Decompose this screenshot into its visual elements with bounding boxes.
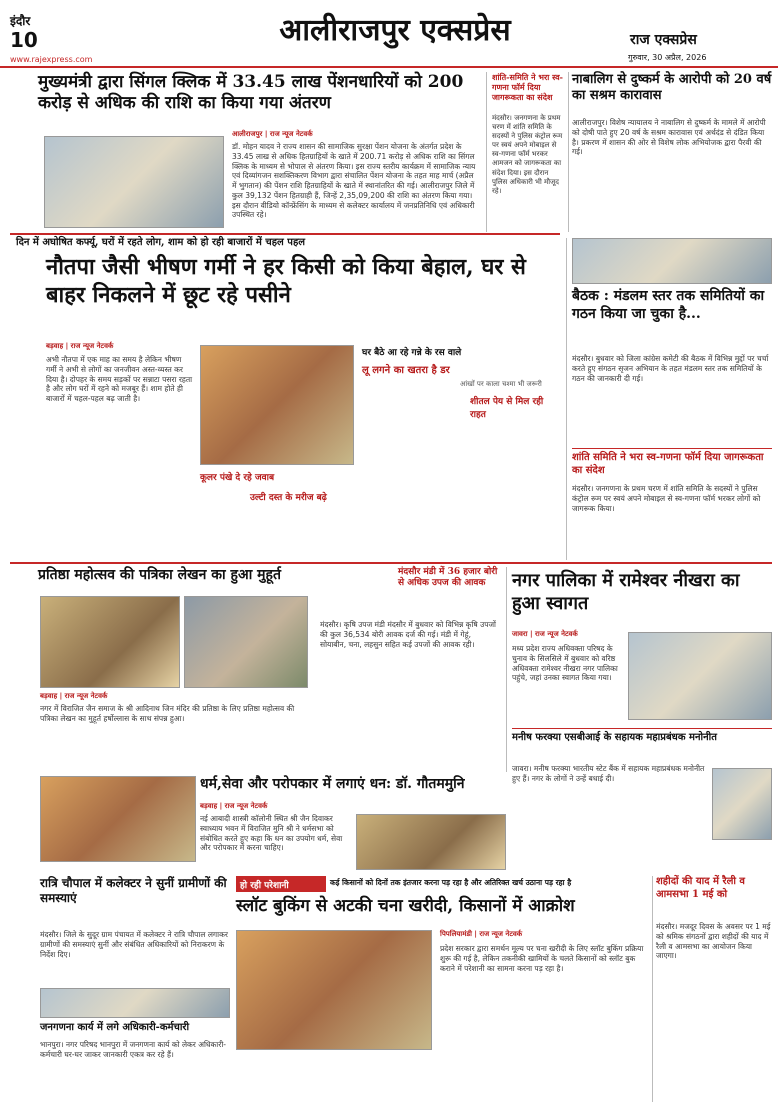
dharm-photo-2 xyxy=(356,814,506,870)
heat-subhead-vomiting: उल्टी दस्त के मरीज बढ़े xyxy=(250,493,327,503)
heat-headline: नौतपा जैसी भीषण गर्मी ने हर किसी को किया बेहाल, घर से बाहर निकलने में छूट रहे पसीने xyxy=(46,254,526,308)
chaupal-body: मंदसौर। जिले के सुदूर ग्राम पंचायत में कलेक्टर ने रात्रि चौपाल लगाकर ग्रामीणों की समस्याएं सुनीं और संबंधित अधिकारियों को निराकरण के निर्देश दिए। xyxy=(40,930,228,959)
chaupal-photo xyxy=(40,988,230,1018)
heat-byline: बड़वाह | राज न्यूज नेटवर्क xyxy=(46,342,114,350)
heat-subhead-sugarcane: घर बैठे आ रहे गन्ने के रस वाले xyxy=(362,348,462,358)
pareshani-headline: स्लॉट बुकिंग से अटकी चना खरीदी, किसानों में आक्रोश xyxy=(236,896,575,916)
pratishtha-byline: बड़वाह | राज न्यूज नेटवर्क xyxy=(40,692,108,700)
heat-photo-market xyxy=(200,345,354,465)
heat-subhead-cooler: कूलर पंखे दे रहे जवाब xyxy=(200,473,275,483)
mandi-headline: मंदसौर मंडी में 36 हजार बोरी से अधिक उपज की आवक xyxy=(398,567,498,589)
shanti2-headline: शांति समिति ने भरा स्व-गणना फॉर्म दिया जागरूकता का संदेश xyxy=(572,452,764,476)
nagarpalika-byline: जावरा | राज न्यूज नेटवर्क xyxy=(512,630,578,638)
pratishtha-photo-2 xyxy=(184,596,308,688)
mandi-body: मंदसौर। कृषि उपज मंडी मंदसौर में बुधवार को विभिन्न कृषि उपजों की कुल 36,534 बोरी आवक दर्ज की गई। मंडी में गेहूं, सोयाबीन, चना, लहसुन सहित कई उपजों की आवक रही। xyxy=(320,620,496,649)
pratishtha-headline: प्रतिष्ठा महोत्सव की पत्रिका लेखन का हुआ मुहूर्त xyxy=(38,567,281,583)
masthead xyxy=(0,0,778,68)
curfew-banner: दिन में अघोषित कर्फ्यू, घरों में रहते लोग, शाम को हो रही बाजारों में चहल पहल xyxy=(16,237,306,248)
edition-city: इंदौर xyxy=(10,14,31,28)
nagarpalika-photo xyxy=(628,632,772,720)
dharm-byline: बड़वाह | राज न्यूज नेटवर्क xyxy=(200,802,268,810)
dharm-headline: धर्म,सेवा और परोपकार में लगाएं धन: डॉ. गौतममुनि xyxy=(200,776,465,792)
pareshani-tag: हो रही परेशानी xyxy=(236,876,326,892)
baithak-body: मंदसौर। बुधवार को जिला कांग्रेस कमेटी की बैठक में विभिन्न मुद्दों पर चर्चा करते हुए संगठन सृजन अभियान के तहत मंडलम स्तर तक समितियों के गठन की जानकारी दी गई। xyxy=(572,354,769,383)
heat-photo-caption: आंखों पर काला चश्मा भी जरूरी xyxy=(460,380,542,388)
brand-logo: राज एक्सप्रेस xyxy=(630,32,697,48)
nagarpalika-headline: नगर पालिका में रामेश्वर नीखरा का हुआ स्वागत xyxy=(512,570,740,614)
nagarpalika-body: मध्य प्रदेश राज्य अधिवक्ता परिषद के चुनाव के सिलसिले में बुधवार को वरिष्ठ अधिवक्ता रामेश्वर नीखरा नगर पालिका पहुंचे, जहां उनका स्वागत किया गया। xyxy=(512,644,618,683)
pareshani-banner: कई किसानों को दिनों तक इंतजार करना पड़ रहा है और अतिरिक्त खर्च उठाना पड़ रहा है xyxy=(330,878,572,887)
nabalig-headline: नाबालिग से दुष्कर्म के आरोपी को 20 वर्ष का सश्रम कारावास xyxy=(572,72,772,104)
rally-headline: शहीदों की याद में रैली व आमसभा 1 मई को xyxy=(656,876,745,900)
manish-photo xyxy=(712,768,772,840)
shanti2-body: मंदसौर। जनगणना के प्रथम चरण में शांति समिति के सदस्यों ने पुलिस कंट्रोल रूम पर स्वयं अपने मोबाइल से स्व-गणना फॉर्म भरकर लोगों को जागरूक किया। xyxy=(572,484,761,513)
pareshani-body: प्रदेश सरकार द्वारा समर्थन मूल्य पर चना खरीदी के लिए स्लॉट बुकिंग प्रक्रिया शुरू की गई है, लेकिन तकनीकी खामियों के चलते किसानों को स्लॉट बुक कराने में परेशानी का सामना करना पड़ रहा है। xyxy=(440,944,644,973)
heat-subhead-drinks: शीतल पेय से मिल रही राहत xyxy=(470,397,544,420)
chaupal-headline: रात्रि चौपाल में कलेक्टर ने सुनीं ग्रामीणों की समस्याएं xyxy=(40,876,227,905)
lead-body: डॉ. मोहन यादव ने राज्य शासन की सामाजिक सुरक्षा पेंशन योजना के अंतर्गत प्रदेश के 33.45 लाख से अधिक हितग्राहियों के खाते में 200.71 करोड़ से अधिक राशि का सिंगल क्लिक के माध्यम से भोपाल से अंतरण किया। इस राज्य स्तरीय कार्यक्रम में सामाजिक न्याय एवं दिव्यांगजन सशक्तिकरण विभाग द्वारा संचालित पेंशन योजना के तहत माह मार्च (अप्रैल में भुगतान) की पेंशन राशि हितग्राहियों के खाते में स्थानांतरित की गई। आलीराजपुर जिले में कुल 39,132 पेंशन हितग्राही हैं, जिन्हें 2,35,09,200 की राशि का अंतरण किया गया। इस दौरान वीडियो कॉन्फ्रेंसिंग के माध्यम से कलेक्टर कार्यालय में जनप्रतिनिधि एवं अधिकारी उपस्थित रहे। xyxy=(232,142,476,220)
manish-headline: मनीष फरक्या एसबीआई के सहायक महाप्रबंधक मनोनीत xyxy=(512,732,717,743)
dharm-body: नई आबादी शास्त्री कॉलोनी स्थित श्री जैन दिवाकर स्वाध्याय भवन में विराजित मुनि श्री ने धर्मसभा को संबोधित करते हुए कहा कि धन का उपयोग धर्म, सेवा और परोपकार में करना चाहिए। xyxy=(200,814,343,853)
dharm-photo xyxy=(40,776,196,862)
pratishtha-photo-1 xyxy=(40,596,180,688)
baithak-headline: बैठक : मंडलम स्तर तक समितियों का गठन किया जा चुका है... xyxy=(572,288,765,322)
heat-body: अभी नौतपा में एक माह का समय है लेकिन भीषण गर्मी ने अभी से लोगों का जनजीवन अस्त-व्यस्त कर दिया है। दोपहर के समय सड़कों पर सन्नाटा पसरा रहता है और लोग घरों में रहने को मजबूर हैं। शाम होते ही बाजारों में चहल-पहल बढ़ जाती है। xyxy=(46,355,193,403)
pratishtha-body: नगर में विराजित जैन समाज के श्री आदिनाथ जिन मंदिर की प्रतिष्ठा के लिए प्रतिष्ठा महोत्सव की पत्रिका लेखन का मुहूर्त हर्षोल्लास के साथ संपन्न हुआ। xyxy=(40,704,295,723)
manish-body: जावरा। मनीष फरक्या भारतीय स्टेट बैंक में सहायक महाप्रबंधक मनोनीत हुए हैं। नगर के लोगों ने उन्हें बधाई दी। xyxy=(512,764,705,783)
baithak-photo xyxy=(572,238,772,284)
page-title: आलीराजपुर एक्सप्रेस xyxy=(279,13,511,48)
lead-byline: आलीराजपुर | राज न्यूज नेटवर्क xyxy=(232,130,313,138)
heat-subhead-heatstroke: लू लगने का खतरा है डर xyxy=(362,365,450,376)
pareshani-byline: पिपलियामंडी | राज न्यूज नेटवर्क xyxy=(440,930,523,938)
lead-headline: मुख्यमंत्री द्वारा सिंगल क्लिक में 33.45 लाख पेंशनधारियों को 200 करोड़ से अधिक की राशि का किया गया अंतरण xyxy=(38,72,464,114)
shanti-headline: शांति-समिति ने भरा स्व-गणना फॉर्म दिया जागरूकता का संदेश xyxy=(492,72,564,102)
janganana-body: भानपुरा। नगर परिषद भानपुरा में जनगणना कार्य को लेकर अधिकारी-कर्मचारी घर-घर जाकर जानकारी एकत्र कर रहे हैं। xyxy=(40,1040,226,1059)
rally-body: मंदसौर। मजदूर दिवस के अवसर पर 1 मई को श्रमिक संगठनों द्वारा शहीदों की याद में रैली व आमसभा का आयोजन किया जाएगा। xyxy=(656,922,771,961)
website-link[interactable]: www.rajexpress.com xyxy=(10,55,93,64)
page-number: 10 xyxy=(10,28,38,52)
nabalig-body: आलीराजपुर। विशेष न्यायालय ने नाबालिग से दुष्कर्म के मामले में आरोपी को दोषी पाते हुए 20 वर्ष के सश्रम कारावास एवं अर्थदंड से दंडित किया है। प्रकरण में शासन की ओर से विशेष लोक अभियोजक द्वारा पैरवी की गई। xyxy=(572,118,766,157)
janganana-headline: जनगणना कार्य में लगे अधिकारी-कर्मचारी xyxy=(40,1022,190,1033)
pareshani-photo xyxy=(236,930,432,1050)
shanti-body: मंदसौर। जनगणना के प्रथम चरण में शांति समिति के सदस्यों ने पुलिस कंट्रोल रूम पर स्वयं अपने मोबाइल से स्व-गणना फॉर्म भरकर आमजन को जागरूकता का संदेश दिया। इस दौरान पुलिस अधिकारी भी मौजूद रहे। xyxy=(492,114,563,195)
issue-date: गुरुवार, 30 अप्रैल, 2026 xyxy=(628,53,707,62)
lead-photo xyxy=(44,136,224,228)
